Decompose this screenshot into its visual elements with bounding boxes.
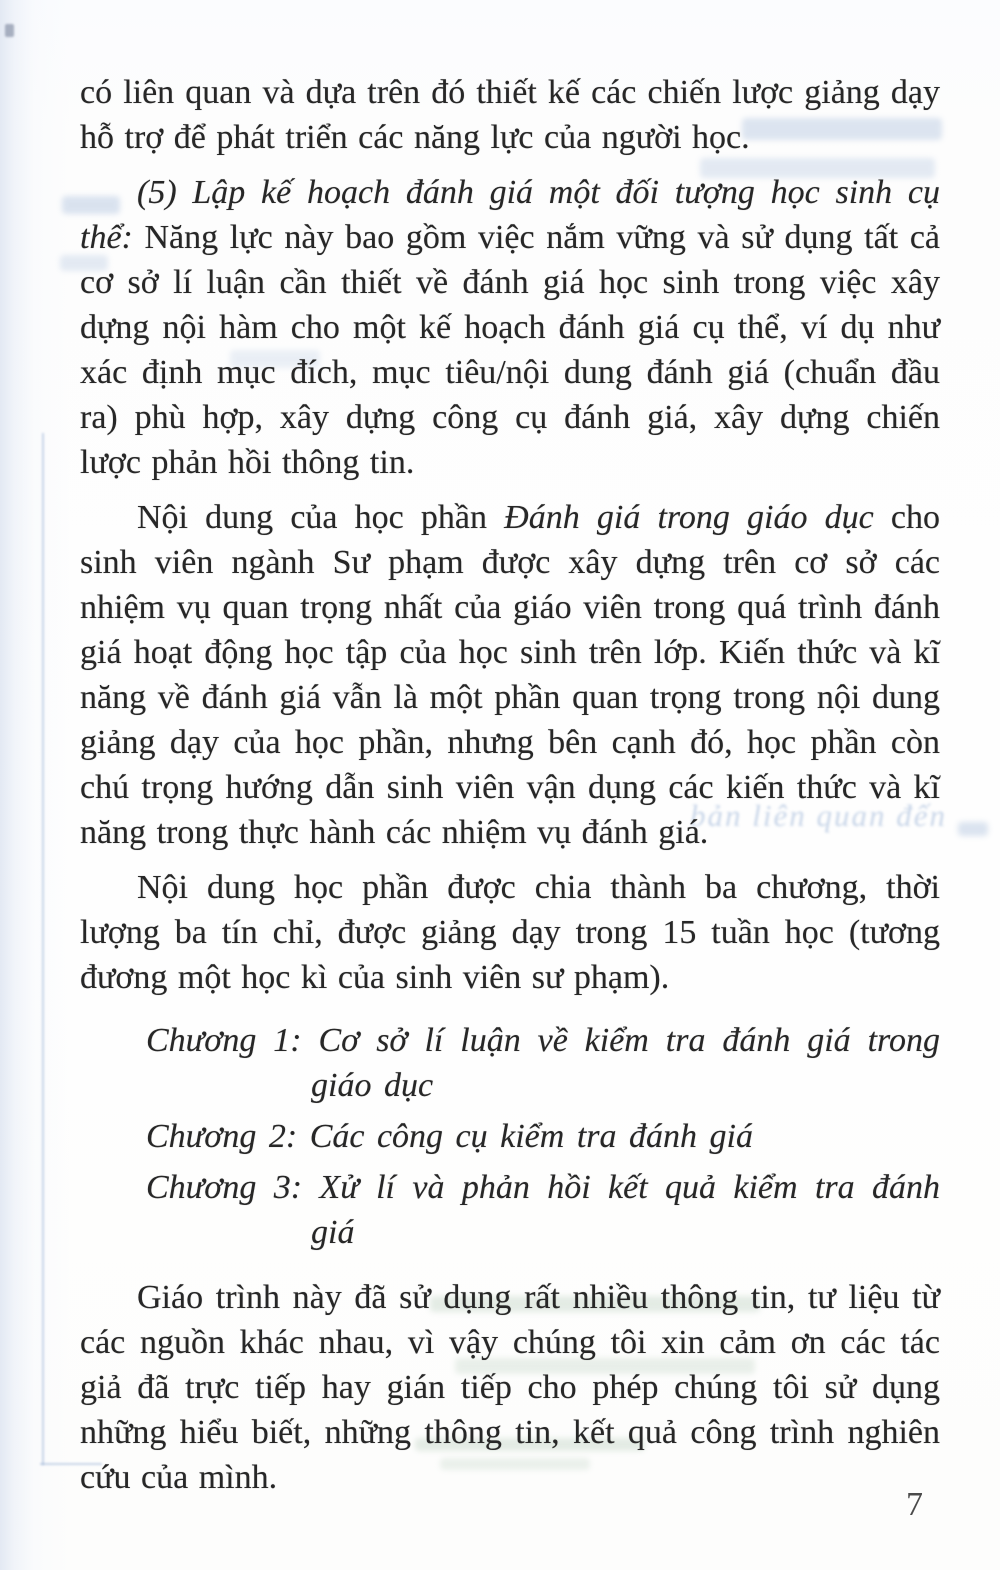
italic-text-run: Chương 1: Cơ sở lí luận về kiểm tra đánh giá trong giáo dục <box>146 1022 940 1104</box>
italic-text-run: Chương 3: Xử lí và phản hồi kết quả kiểm tra đánh giá <box>146 1169 940 1251</box>
scan-corner-mark <box>5 24 14 37</box>
italic-text-run: (5) Lập kế hoạch đánh giá một đối tượng học sinh cụ thể: <box>80 174 940 256</box>
chapter-line <box>80 1018 940 1108</box>
text-run: Nội dung học phần được chia thành ba chương, thời lượng ba tín chỉ, được giảng dạy trong 15 tuần học (tương đương một học kì của sinh viên sư phạm). <box>80 869 940 996</box>
text-run: Năng lực này bao gồm việc nắm vững và sử dụng tất cả cơ sở lí luận cần thiết về đánh giá học sinh trong việc xây dựng nội hàm cho một kế hoạch đánh giá cụ thể, ví dụ như xác định mục đích, mục tiêu/nội dung đánh giá (chuẩn đầu ra) phù hợp, xây dựng công cụ đánh giá, xây dựng chiến lược phản hồi thông tin. <box>80 219 940 481</box>
italic-text-run: Đánh giá trong giáo dục <box>504 499 874 536</box>
paragraph <box>80 865 940 1000</box>
italic-text-run: Chương 2: Các công cụ kiểm tra đánh giá <box>146 1118 753 1155</box>
page-number: 7 <box>906 1486 923 1523</box>
chapter-line <box>80 1165 940 1255</box>
paragraph <box>80 1275 940 1500</box>
text-run: cho sinh viên ngành Sư phạm được xây dựng trên cơ sở các nhiệm vụ quan trọng nhất của giáo viên trong quá trình đánh giá hoạt động học tập của học sinh trên lớp. Kiến thức và kĩ năng về đánh giá vẫn là một phần quan trọng trong nội dung giảng dạy của học phần, nhưng bên cạnh đó, học phần còn chú trọng hướng dẫn sinh viên vận dụng các kiến thức và kĩ năng trong thực hành các nhiệm vụ đánh giá. <box>80 499 940 851</box>
paragraph <box>80 70 940 160</box>
bleed-through-box-left-edge <box>42 433 44 1465</box>
paragraph <box>80 170 940 485</box>
text-run: Nội dung của học phần <box>137 499 505 536</box>
bleed-through-smudge <box>958 822 988 836</box>
text-run: Giáo trình này đã sử dụng rất nhiều thông tin, tư liệu từ các nguồn khác nhau, vì vậy chúng tôi xin cảm ơn các tác giả đã trực tiếp hay gián tiếp cho phép chúng tôi sử dụng những hiểu biết, những thông tin, kết quả công trình nghiên cứu của mình. <box>80 1279 940 1496</box>
paragraph <box>80 495 940 855</box>
text-column <box>80 70 940 1510</box>
bleed-through-ghost-text: bản liên quan đến <box>690 798 947 833</box>
chapter-line <box>80 1114 940 1159</box>
text-run: có liên quan và dựa trên đó thiết kế các chiến lược giảng dạy hỗ trợ để phát triển các năng lực của người học. <box>80 74 940 156</box>
